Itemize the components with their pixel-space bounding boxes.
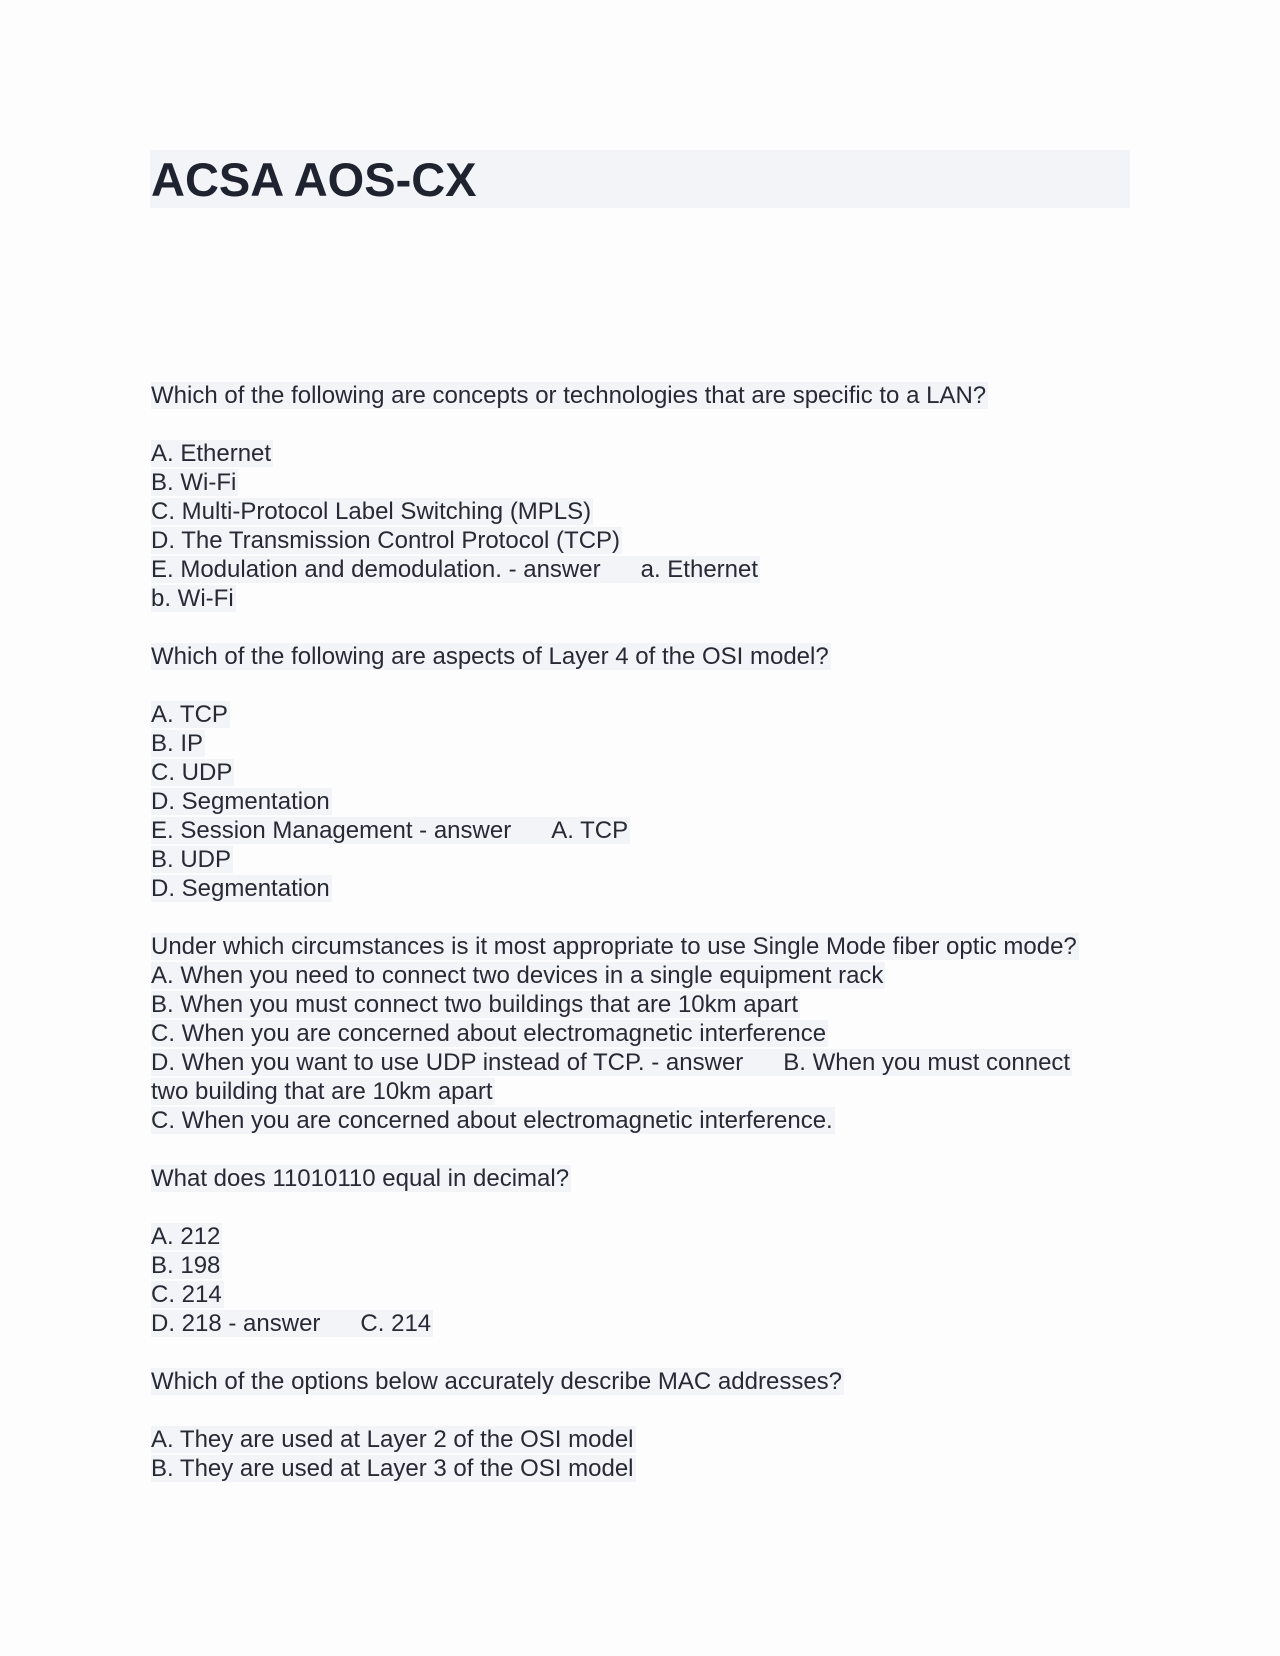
question-block: [151, 932, 1136, 1135]
option-line: A. Ethernet: [151, 440, 272, 467]
option-line: A. They are used at Layer 2 of the OSI model: [151, 1426, 634, 1453]
option-line: C. 214: [151, 1281, 222, 1308]
answer-line: C. When you are concerned about electromagnetic interference.: [151, 1107, 833, 1134]
answer-line: b. Wi-Fi: [151, 585, 234, 612]
option-answer-line: [151, 1049, 1072, 1076]
option-line: B. They are used at Layer 3 of the OSI model: [151, 1455, 634, 1482]
options-block: [151, 439, 1136, 613]
answer-text: C. 214: [360, 1310, 432, 1337]
option-line: A. When you need to connect two devices in a single equipment rack: [151, 962, 884, 989]
answer-label: - answer: [412, 817, 512, 844]
question-block: [151, 642, 1136, 671]
question-text: Which of the following are concepts or technologies that are specific to a LAN?: [151, 382, 987, 409]
document-body: [151, 381, 1136, 1483]
option-answer-line: [151, 1310, 433, 1337]
option-line: E. Session Management: [151, 817, 413, 844]
option-line: D. 218: [151, 1310, 222, 1337]
answer-text: B. When you must connect: [783, 1049, 1071, 1076]
answer-line: B. UDP: [151, 846, 232, 873]
options-block: [151, 700, 1136, 903]
question-text: Which of the options below accurately describe MAC addresses?: [151, 1368, 843, 1395]
option-line: A. TCP: [151, 701, 228, 728]
option-line: E. Modulation and demodulation.: [151, 556, 502, 583]
option-line: B. IP: [151, 730, 204, 757]
option-answer-line: [151, 817, 630, 844]
document-title: ACSA AOS-CX: [151, 153, 477, 206]
option-line: C. Multi-Protocol Label Switching (MPLS): [151, 498, 592, 525]
option-line: C. When you are concerned about electromagnetic interference: [151, 1020, 827, 1047]
answer-label: - answer: [221, 1310, 321, 1337]
option-answer-line: [151, 556, 760, 583]
option-line: D. The Transmission Control Protocol (TCP): [151, 527, 621, 554]
answer-text: a. Ethernet: [640, 556, 759, 583]
question-text: Which of the following are aspects of Layer 4 of the OSI model?: [151, 643, 829, 670]
answer-text: A. TCP: [551, 817, 629, 844]
options-block: [151, 1425, 1136, 1483]
question-text: Under which circumstances is it most appropriate to use Single Mode fiber optic mode?: [151, 933, 1077, 960]
answer-line: D. Segmentation: [151, 875, 330, 902]
question-block: [151, 381, 1136, 410]
question-block: [151, 1367, 1136, 1396]
option-line: A. 212: [151, 1223, 221, 1250]
question-text: What does 11010110 equal in decimal?: [151, 1165, 570, 1192]
answer-line: two building that are 10km apart: [151, 1078, 493, 1105]
question-block: [151, 1164, 1136, 1193]
option-line: C. UDP: [151, 759, 233, 786]
option-line: B. When you must connect two buildings that are 10km apart: [151, 991, 799, 1018]
answer-label: - answer: [501, 556, 601, 583]
option-line: B. Wi-Fi: [151, 469, 237, 496]
option-line: D. When you want to use UDP instead of TCP.: [151, 1049, 645, 1076]
option-line: D. Segmentation: [151, 788, 330, 815]
answer-label: - answer: [644, 1049, 744, 1076]
option-line: B. 198: [151, 1252, 221, 1279]
options-block: [151, 1222, 1136, 1338]
